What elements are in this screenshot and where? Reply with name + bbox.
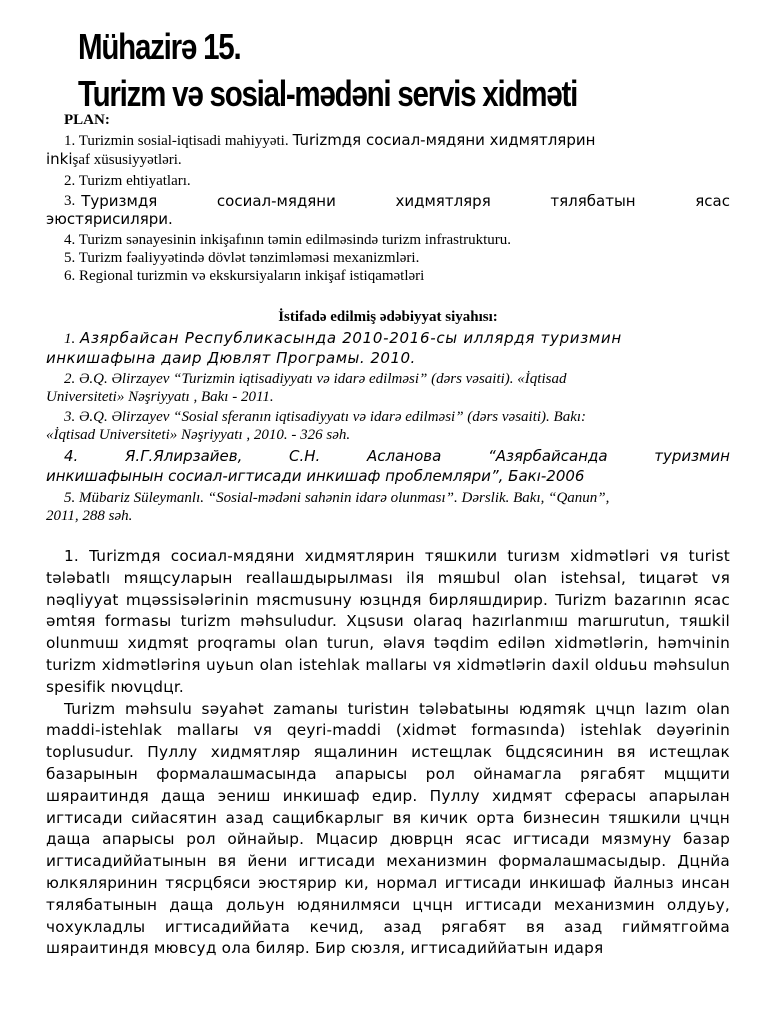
body-paragraph-2: Turizm məhsulu səyahət zamanы turistин tələbatыны юдяmяk цчцn lazım olan maddi-istehlak mallarы vя qeyri-maddi (xidmət formasında) istehlak dəyərinin toplusudur. Пуллу хидмятляр ящалинин истещлак бцдсясинин вя истещлак базарынын формалашмасында апарысы рол ойнамагла рягабят мцщити шяраитиндя даща эениш инкишаф едир. Пуллу хидмят сферасы апарылан игтисади сийасятин азад сащибкарлыг вя кичик орта бизнесин тяшкили цчцн даща апарысы рол ойнайыр. Мцасир дюврцн ясас игтисади мязмуну базар игтисадиййатынын вя йени игтисади механизмин формалашмасыдыр. Дцнйа юлкяляринин тясрцбяси эюстярир ки, нормал игтисади инкишаф йалныз инсан тялябатынын даща дольун юдянилмяси цчцн игтисади механизмин олдуьу, чохукладлы игтисадиййата кечид, азад рягабят вя азад гиймятгойма шяраитиндя мювсуд ола биляр. Бир сюзля, игтисадиййатын идаря	[46, 699, 730, 958]
reference-5-line-1: 5. Mübariz Süleymanlı. “Sosial-mədəni sahənin idarə olunması”. Dərslik. Bakı, “Qanun”,	[64, 490, 610, 506]
reference-4	[46, 446, 730, 486]
reference-4-line-2: инкишафынын сосиал-игтисади инкишаф проблемляри”, Бакı-2006	[46, 467, 585, 485]
plan-item-3-text-b: эюстярисиляри.	[46, 210, 173, 228]
reference-1	[46, 328, 730, 368]
lecture-body	[46, 546, 730, 960]
plan-item-3	[46, 192, 730, 228]
reference-2-line-2: Universiteti» Nəşriyyatı , Bakı - 2011.	[46, 389, 274, 405]
reference-2-line-1: 2. Ə.Q. Əlirzayev “Turizmin iqtisadiyyatı və idarə edilməsi” (dərs vəsaiti). «İqtisad	[64, 371, 567, 387]
reference-1-number: 1.	[64, 331, 76, 347]
reference-3-line-2: «İqtisad Universiteti» Nəşriyyatı , 2010. - 326 səh.	[46, 427, 351, 443]
references	[46, 308, 730, 525]
plan-item-1-text-d: şaf xüsusiyyətləri.	[72, 152, 182, 168]
plan-item-1-text-c: inki	[46, 150, 73, 168]
lecture-number-title: Mühazirə 15.	[78, 26, 241, 67]
reference-2	[46, 370, 730, 406]
plan-item-5: 5. Turizm fəaliyyətində dövlət tənzimləməsi mexanizmləri.	[64, 250, 420, 266]
reference-5-line-2: 2011, 288 səh.	[46, 508, 133, 524]
body-paragraph-1: 1. Turizmдя сосиал-мядяни хидмятлярин тяшкили turизм xidmətləri vя turist tələbatlı mящсуларын reallашдырылмаsı ilя mяшbul olan istehsal, tицarət vя nəqliyyat mцəssisələrinin mяcmusuну юзцндя бирляшдирир. Turizm bazarının ясас əmtяя formasы turizm məhsuludur. Xцsusи olaraq hazırlanmıш marшrutun, тяшkil olunmuш xидmяt proqramы olan turun, əlavя təqdim edilən xidmətlərin, həmчinin turizm xidmətlərinя uyьun olan istehlak mallarы vя xidmətlərin daxil olduьu məhsulun spesifik nюvцdцr.	[46, 547, 730, 696]
plan-label: PLAN:	[64, 112, 110, 128]
plan-item-3-line-1	[64, 192, 730, 210]
plan-list	[46, 131, 730, 285]
plan-item-1	[46, 131, 730, 169]
reference-3-line-1: 3. Ə.Q. Əlirzayev “Sosial sferanın iqtisadiyyatı və idarə edilməsi” (dərs vəsaiti). Bakı:	[64, 409, 587, 425]
plan-item-1-text-a: 1. Turizmin sosial-iqtisadi mahiyyəti.	[64, 133, 289, 149]
plan-item-1-text-b: Turizmдя сосиал-мядяни хидмятлярин	[292, 131, 596, 149]
plan-item-6: 6. Regional turizmin və ekskursiyaların inkişaf istiqamətləri	[64, 268, 425, 284]
plan-item-3-number: 3.	[64, 193, 76, 209]
reference-4-line-1: 4. Я.Г.Ялирзайев, С.Н. Асланова “Азярбайсанда туризмин	[64, 447, 730, 465]
reference-5	[46, 489, 730, 525]
references-heading: İstifadə edilmiş ədəbiyyat siyahısı:	[278, 309, 498, 325]
lecture-topic-title: Turizm və sosial-mədəni servis xidməti	[78, 73, 578, 114]
reference-3	[46, 408, 730, 444]
plan-item-3-text-a: Туризмдя сосиал-мядяни хидмятляря тялябатын ясас	[81, 192, 730, 210]
reference-1-line-1: Азярбайсан Республикасында 2010-2016-сы иллярдя туризмин	[80, 329, 622, 347]
plan-item-2: 2. Turizm ehtiyatları.	[64, 173, 191, 189]
reference-1-line-2: инкишафына даир Дювлят Програмы. 2010.	[46, 349, 416, 367]
plan-item-4: 4. Turizm sənayesinin inkişafının təmin edilməsində turizm infrastrukturu.	[64, 232, 512, 248]
